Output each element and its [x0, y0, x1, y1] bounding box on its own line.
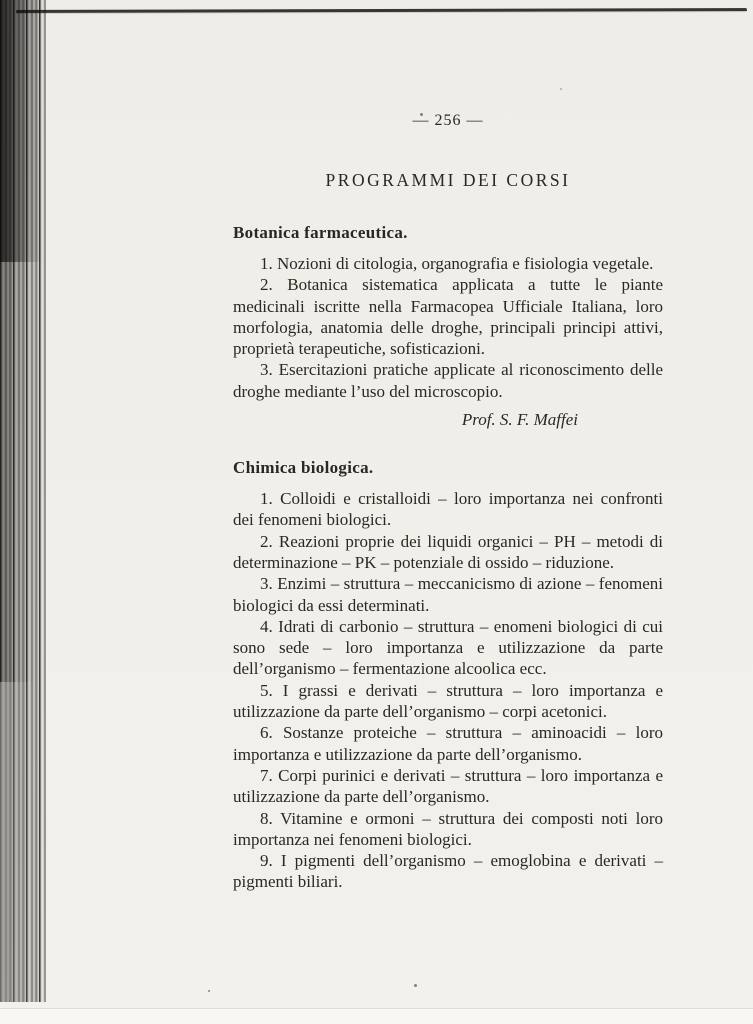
course-item: 2. Reazioni proprie dei liquidi organici – PH – metodi di determinazione – PK – potenziale di ossido – riduzione.	[233, 531, 663, 572]
scan-artifact-bottom-edge	[0, 1008, 753, 1024]
course-item: 3. Esercitazioni pratiche applicate al riconoscimento delle droghe mediante l’uso del microscopio.	[233, 360, 663, 401]
professor-signature: Prof. S. F. Maffei	[461, 410, 578, 430]
scan-artifact-left-binding	[0, 0, 46, 1002]
course-item: 9. I pigmenti dell’organismo – emoglobina e derivati – pigmenti biliari.	[233, 851, 663, 892]
course-item: 5. I grassi e derivati – struttura – loro importanza e utilizzazione da parte dell’organismo – corpi acetonici.	[233, 680, 663, 722]
course-item: 2. Botanica sistematica applicata a tutte le piante medicinali iscritte nella Farmacopea Ufficiale Italiana, loro morfologia, anatomia delle droghe, principali principi attivi, proprietà terapeutiche, sofisticazioni.	[233, 275, 663, 359]
scan-speck	[414, 984, 417, 987]
course-item: 1. Colloidi e cristalloidi – loro importanza nei confronti dei fenomeni biologici.	[233, 489, 663, 530]
scan-speck	[208, 990, 210, 992]
course-item: 7. Corpi purinici e derivati – struttura – loro importanza e utilizzazione da parte dell’organismo.	[233, 765, 663, 807]
document-title: PROGRAMMI DEI CORSI	[325, 170, 571, 190]
course-item: 6. Sostanze proteiche – struttura – aminoacidi – loro importanza e utilizzazione da parte dell’organismo.	[233, 723, 663, 764]
course-heading: Botanica farmaceutica.	[233, 223, 408, 242]
course-item: 1. Nozioni di citologia, organografia e fisiologia vegetale.	[260, 254, 654, 273]
page-content	[233, 0, 663, 893]
course-heading: Chimica biologica.	[233, 458, 374, 478]
course-item: 4. Idrati di carbonio – struttura – enomeni biologici di cui sono sede – loro importanza e utilizzazione da parte dell’organismo – fermentazione alcoolica ecc.	[233, 616, 663, 679]
section-chimica-biologica	[233, 458, 663, 893]
section-botanica-farmaceutica	[233, 223, 663, 430]
course-item: 8. Vitamine e ormoni – struttura dei composti noti loro importanza nei fenomeni biologici.	[233, 808, 663, 849]
course-item: 3. Enzimi – struttura – meccanicismo di azione – fenomeni biologici da essi determinati.	[233, 574, 663, 615]
page-number: — 256 —	[412, 112, 484, 129]
